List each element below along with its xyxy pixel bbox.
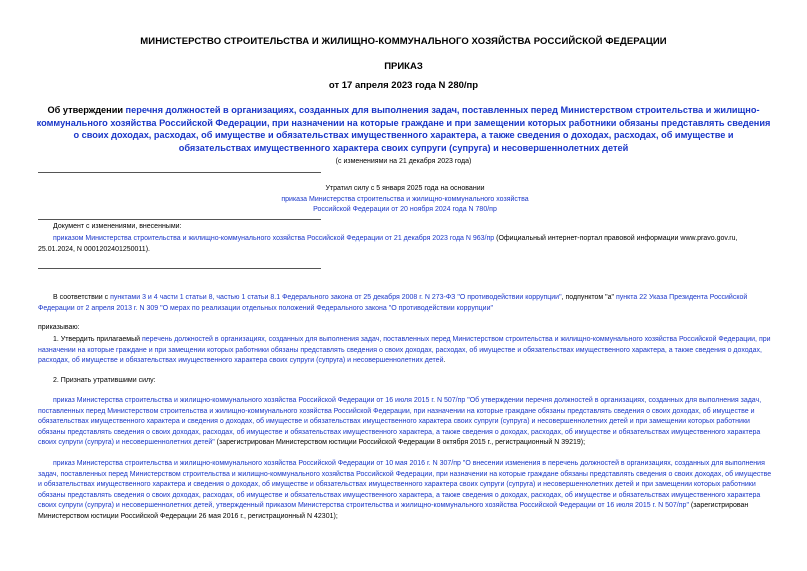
repeal1-link[interactable]: приказ Министерства строительства и жилищно-коммунального хозяйства Российской Федерации от 16 июля 2015 г. N 507/пр "Об утверждении перечня должностей в организациях, созданных для выполнения задач, поставленных перед Министерством строительства и жилищно-коммунального хозяйства Российской Федерации, при назначении на которые граждане обязаны представлять сведения о своих доходах, об имуществе и обязательствах имущественного характера и сведения о доходах, об имуществе и обязательствах имущественного характера своих супруги (супруга) и несовершеннолетних детей и при замещении которых работники обязаны представлять сведения о своих доходах, расходах, об имуществе и обязательствах имущественного характера, а также сведения о доходах, расходах, об имуществе и обязательствах имущественного характера своих супруги (супруга) и несовершеннолетних детей" bbox=[38, 397, 762, 446]
item1-t1: 1. Утвердить прилагаемый bbox=[53, 336, 142, 343]
document-title bbox=[36, 104, 771, 154]
document-type: ПРИКАЗ bbox=[384, 61, 423, 72]
preamble-link-2[interactable]: пункта 22 Указа Президента Российской Федерации от 2 апреля 2013 г. N 309 "О мерах по реализации отдельных положений Федерального закона "О противодействии коррупции" bbox=[38, 294, 748, 312]
item-2: 2. Признать утратившими силу: bbox=[53, 377, 156, 384]
preamble-t2: , подпунктом "а" bbox=[561, 294, 616, 301]
repeal1-rest: (зарегистрирован Министерством юстиции Российской Федерации 8 октября 2015 г., регистрационный N 39219); bbox=[214, 439, 586, 446]
lost-force-text: Утратил силу с 5 января 2025 года на основании bbox=[325, 185, 485, 192]
item1-link[interactable]: перечень должностей в организациях, созданных для выполнения задач, поставленных перед Министерством строительства и жилищно-коммунального хозяйства Российской Федерации, при назначении на которые граждане и при замещении которых работники обязаны представлять сведения о своих доходах, расходах, об имуществе и обязательствах имущественного характера, а также сведения о доходах, расходах, об имуществе и обязательствах имущественного характера своих супруги (супруга) и несовершеннолетних детей bbox=[38, 336, 771, 364]
item1-t2: . bbox=[443, 357, 446, 364]
repeal2-link[interactable]: приказ Министерства строительства и жилищно-коммунального хозяйства Российской Федерации от 10 мая 2016 г. N 307/пр "О внесении изменения в перечень должностей в организациях, созданных для выполнения задач, поставленных перед Министерством строительства и жилищно-коммунального хозяйства Российской Федерации, при назначении на которые граждане обязаны представлять сведения о своих доходах, об имуществе и обязательствах имущественного характера и сведения о доходах, об имуществе и обязательствах имущественного характера своих супруги (супруга) и несовершеннолетних детей и при замещении которых работники обязаны представлять сведения о своих доходах, расходах, об имуществе и обязательствах имущественного характера, а также сведения о доходах, расходах, об имуществе и обязательствах имущественного характера своих супруги (супруга) и несовершеннолетних детей, утвержденный приказом Министерства строительства и жилищно-коммунального хозяйства Российской Федерации от 16 июля 2015 г. N 507/пр" bbox=[38, 460, 772, 509]
changes-link[interactable]: приказом Министерства строительства и жилищно-коммунального хозяйства Российской Федерации от 21 декабря 2023 года N 963/пр bbox=[53, 235, 495, 242]
preamble-t1: В соответствии с bbox=[53, 294, 111, 301]
lost-force-link-1[interactable]: приказа Министерства строительства и жилищно-коммунального хозяйства bbox=[281, 195, 529, 203]
item-1 bbox=[38, 335, 773, 367]
lost-force-block bbox=[240, 184, 570, 216]
amendments-note: (с изменениями на 21 декабря 2023 года) bbox=[335, 158, 472, 165]
lost-force-link-2[interactable]: Российской Федерации от 20 ноября 2024 года N 780/пр bbox=[313, 206, 497, 214]
document-date-number: от 17 апреля 2023 года N 280/пр bbox=[328, 80, 479, 91]
divider bbox=[38, 172, 321, 173]
title-prefix: Об утверждении bbox=[47, 105, 126, 115]
order-word: приказываю: bbox=[38, 324, 80, 331]
preamble bbox=[38, 293, 773, 314]
divider bbox=[38, 219, 321, 220]
ministry-name: МИНИСТЕРСТВО СТРОИТЕЛЬСТВА И ЖИЛИЩНО-КОММУНАЛЬНОГО ХОЗЯЙСТВА РОССИЙСКОЙ ФЕДЕРАЦИИ bbox=[140, 36, 667, 47]
divider bbox=[38, 268, 321, 269]
changes-label: Документ с изменениями, внесенными: bbox=[53, 223, 182, 230]
title-link[interactable]: перечня должностей в организациях, созданных для выполнения задач, поставленных перед Министерством строительства и жилищно-коммунального хозяйства Российской Федерации, при назначении на которые граждане и при замещении которых работники обязаны представлять сведения о своих доходах, расходах, об имуществе и обязательствах имущественного характера, а также сведения о доходах, расходах, об имуществе и обязательствах имущественного характера своих супруги (супруга) и несовершеннолетних детей bbox=[36, 105, 771, 153]
repeal-2 bbox=[38, 459, 773, 522]
preamble-link-1[interactable]: пунктами 3 и 4 части 1 статьи 8, частью 1 статьи 8.1 Федерального закона от 25 декабря 2008 г. N 273-ФЗ "О противодействии коррупции" bbox=[110, 294, 562, 301]
changes-text bbox=[38, 234, 773, 255]
repeal-1 bbox=[38, 396, 773, 449]
repeal2-rest: (зарегистрирован Министерством юстиции Российской Федерации 26 мая 2016 г., регистрационный N 42301); bbox=[38, 502, 749, 520]
changes-rest: (Официальный интернет-портал правовой информации www.pravo.gov.ru, 25.01.2024, N 0001202401250011). bbox=[38, 235, 738, 253]
